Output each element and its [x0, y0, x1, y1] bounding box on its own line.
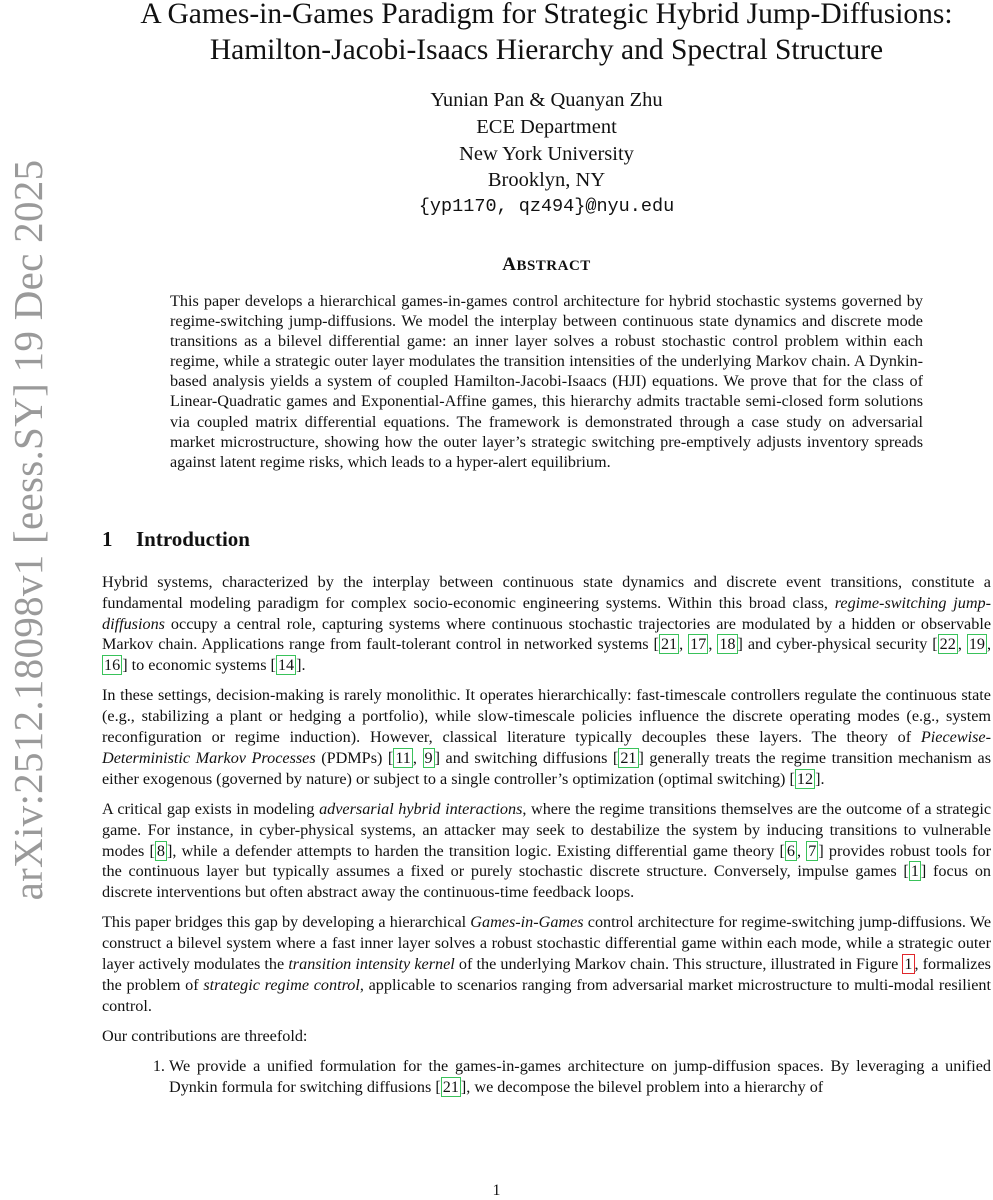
- citation-link[interactable]: 8: [156, 841, 165, 860]
- citation-link[interactable]: 18: [719, 635, 736, 654]
- text-run: , formalizes the problem of: [102, 955, 991, 994]
- text-run: ,: [708, 635, 718, 654]
- author-names: Yunian Pan & Quanyan Zhu: [430, 89, 663, 111]
- paragraph-5: Our contributions are threefold:: [102, 1026, 308, 1045]
- citation-link[interactable]: 7: [808, 841, 817, 860]
- paragraph-3: [102, 799, 991, 903]
- citation-link[interactable]: 14: [277, 656, 295, 675]
- text-run: ] and switching diffusions [: [434, 748, 619, 767]
- text-run: ,: [796, 841, 807, 860]
- text-run: ,: [412, 748, 423, 767]
- citation-link[interactable]: 22: [939, 635, 956, 654]
- paragraph-4: [102, 912, 991, 1016]
- arxiv-sidebar: [0, 159, 56, 901]
- citation-link[interactable]: 12: [796, 769, 814, 788]
- text-run: ] generally treats the regime transition mechanism as either exogenous (governed by nature) or subject to a single controller’s optimization (optimal switching) [: [102, 748, 992, 788]
- section-heading-introduction: [102, 527, 250, 552]
- text-run: control architecture for regime-switching jump-diffusions. We construct a bilevel system where a fast inner layer solves a robust stochastic differential game within each mode, while a strategic outer layer actively modulates the: [102, 913, 992, 974]
- author-email[interactable]: {yp1170, qz494}@nyu.edu: [418, 196, 675, 218]
- author-university: New York University: [459, 142, 634, 165]
- text-run: ] provides robust tools for the continuous layer but typically assumes a fixed or purely stochastic discrete structure. Conversely, impulse games [: [102, 841, 992, 881]
- paper-title: [100, 0, 993, 68]
- citation-link[interactable]: 21: [620, 748, 637, 767]
- emphasis: regime-switching jump-diffusions: [102, 593, 992, 633]
- abstract-heading: [100, 254, 993, 276]
- figure-reference-link[interactable]: 1: [904, 955, 913, 974]
- abstract-text: This paper develops a hierarchical games-in-games control architecture for hybrid stochastic systems governed by regime-switching jump-diffusions. We model the interplay between continuous state dynamics and discrete mode transitions as a bilevel differential game: an inner layer solves a robust stochastic control problem within each regime, while a strategic outer layer modulates the transition intensities of the underlying Markov chain. A Dynkin-based analysis yields a system of coupled Hamilton-Jacobi-Isaacs (HJI) equations. We prove that for the class of Linear-Quadratic games and Exponential-Affine games, this hierarchy admits tractable semi-closed form solutions via coupled matrix differential equations. The framework is demonstrated through a case study on adversarial market microstructure, showing how the outer layer’s strategic switching pre-emptively adjusts inventory spreads against latent regime risks, which leads to a hyper-alert equilibrium.: [170, 292, 923, 471]
- citation-link[interactable]: 1: [910, 862, 919, 881]
- paragraph-2: [102, 685, 991, 789]
- title-line-1: A Games-in-Games Paradigm for Strategic Hybrid Jump-Diffusions:: [140, 0, 953, 30]
- text-run: ] focus on discrete interventions but often abstract away the continuous-time feedback loops.: [102, 862, 992, 902]
- citation-link[interactable]: 11: [395, 748, 411, 767]
- citation-link[interactable]: 6: [786, 841, 795, 860]
- section-title: Introduction: [136, 527, 250, 551]
- text-run: occupy a central role, capturing systems where continuous stochastic trajectories are modulated by a hidden or observable Markov chain. Applications range from fault-tolerant control in networked systems [: [102, 614, 991, 654]
- abstract-heading-rest: BSTRACT: [516, 258, 591, 274]
- page-number: 1: [492, 1182, 501, 1199]
- text-run: This paper bridges this gap by developing a hierarchical: [102, 913, 471, 932]
- author-block: [100, 87, 993, 221]
- section-number: 1: [102, 527, 113, 551]
- abstract-heading-initial: A: [502, 254, 517, 275]
- text-run: ], we decompose the bilevel problem into a hierarchy of: [460, 1078, 824, 1097]
- text-run: In these settings, decision-making is rarely monolithic. It operates hierarchically: fast-timescale controllers regulate the continuous state (e.g., stabilizing a plant or hedging a portfolio), while slow-timescale policies influence the discrete operating modes (e.g., system reconfiguration or regime induction). However, classical literature typically decouples these layers. The theory of: [102, 686, 991, 747]
- text-run: ].: [296, 656, 306, 675]
- emphasis: Piecewise-Deterministic Markov Processes: [102, 728, 991, 767]
- emphasis: strategic regime control: [203, 975, 360, 994]
- author-location: Brooklyn, NY: [487, 169, 606, 192]
- citation-link[interactable]: 19: [968, 635, 985, 654]
- text-run: ] to economic systems [: [122, 656, 276, 675]
- citation-link[interactable]: 21: [660, 635, 678, 654]
- text-run: (PDMPs) [: [315, 748, 394, 767]
- introduction-body: [102, 572, 991, 1098]
- citation-link[interactable]: 17: [690, 635, 707, 654]
- text-run: A critical gap exists in modeling: [102, 799, 320, 818]
- text-run: We provide a unified formulation for the games-in-games architecture on jump-diffusion spaces. By leveraging a unified Dynkin formula for switching diffusions [: [169, 1057, 991, 1097]
- text-run: ] and cyber-physical security [: [737, 635, 938, 654]
- paragraph-1: [102, 572, 991, 676]
- arxiv-identifier: arXiv:2512.18098v1 [eess.SY] 19 Dec 2025: [5, 159, 51, 901]
- emphasis: adversarial hybrid interactions: [319, 799, 523, 818]
- text-run: ], while a defender attempts to harden the transition logic. Existing differential game theory [: [166, 841, 785, 860]
- emphasis: Games-in-Games: [470, 913, 584, 932]
- contributions-list: [102, 1056, 991, 1098]
- text-run: , where the regime transitions themselves are the outcome of a strategic game. For instance, in cyber-physical systems, an attacker may seek to destabilize the system by inducing transitions to vulnerable modes [: [102, 799, 992, 860]
- citation-link[interactable]: 9: [424, 748, 433, 767]
- text-run: of the underlying Markov chain. This structure, illustrated in Figure: [454, 955, 903, 974]
- title-line-2: Hamilton-Jacobi-Isaacs Hierarchy and Spectral Structure: [209, 34, 884, 66]
- list-item: [169, 1056, 991, 1098]
- emphasis: transition intensity kernel: [288, 955, 455, 974]
- citation-link[interactable]: 16: [104, 656, 121, 675]
- text-run: ,: [957, 635, 967, 654]
- author-department: ECE Department: [476, 115, 617, 138]
- text-run: ].: [815, 769, 825, 788]
- text-run: , applicable to scenarios ranging from adversarial market microstructure to multi-modal resilient control.: [102, 975, 991, 1015]
- text-run: ,: [679, 635, 689, 654]
- text-run: Hybrid systems, characterized by the interplay between continuous state dynamics and discrete event transitions, constitute a fundamental modeling paradigm for complex socio-economic engineering systems. Within this broad class,: [102, 573, 991, 612]
- citation-link[interactable]: 21: [442, 1078, 459, 1097]
- text-run: ,: [987, 635, 992, 654]
